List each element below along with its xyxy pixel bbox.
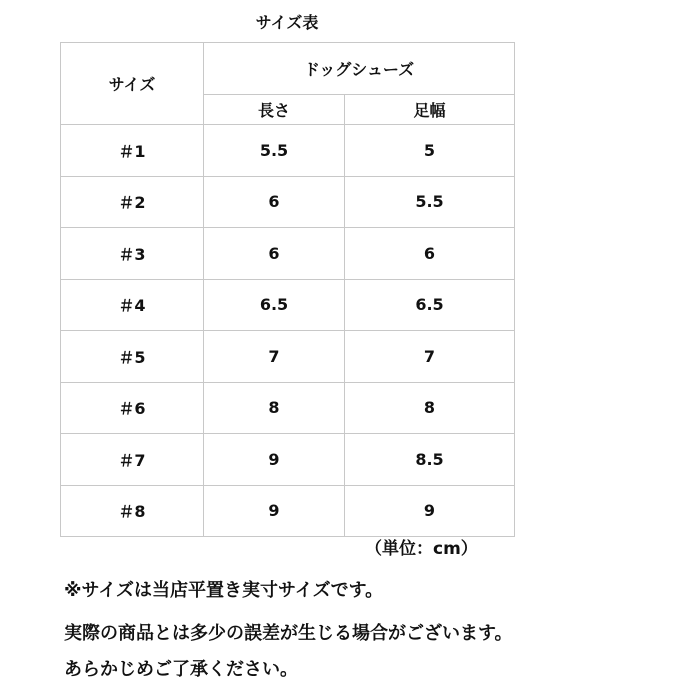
- table-header-row: [61, 43, 515, 95]
- table-row: [61, 434, 515, 486]
- size-cell: ＃7: [61, 434, 204, 486]
- width-column-header: 足幅: [345, 95, 515, 125]
- size-cell: ＃5: [61, 331, 204, 383]
- size-cell: ＃4: [61, 279, 204, 331]
- table-row: [61, 228, 515, 280]
- length-cell: 8: [204, 382, 345, 434]
- length-cell: 7: [204, 331, 345, 383]
- size-column-header: サイズ: [61, 43, 204, 125]
- dog-shoes-group-header: ドッグシューズ: [204, 43, 515, 95]
- size-cell: ＃2: [61, 176, 204, 228]
- table-row: [61, 382, 515, 434]
- note-line-2: 実際の商品とは多少の誤差が生じる場合がございます。: [64, 623, 513, 644]
- length-cell: 6.5: [204, 279, 345, 331]
- width-cell: 6: [345, 228, 515, 280]
- width-cell: 5: [345, 125, 515, 177]
- size-cell: ＃6: [61, 382, 204, 434]
- length-cell: 6: [204, 176, 345, 228]
- table-row: [61, 485, 515, 537]
- width-cell: 8.5: [345, 434, 515, 486]
- width-cell: 9: [345, 485, 515, 537]
- width-cell: 7: [345, 331, 515, 383]
- note-line-1: ※サイズは当店平置き実寸サイズです。: [64, 580, 384, 601]
- width-cell: 8: [345, 382, 515, 434]
- length-cell: 9: [204, 434, 345, 486]
- table-title: サイズ表: [255, 13, 319, 32]
- length-cell: 6: [204, 228, 345, 280]
- size-table: [60, 42, 515, 537]
- width-cell: 6.5: [345, 279, 515, 331]
- unit-label: （単位：cm）: [365, 539, 478, 559]
- table-row: [61, 331, 515, 383]
- length-column-header: 長さ: [204, 95, 345, 125]
- width-cell: 5.5: [345, 176, 515, 228]
- table-row: [61, 279, 515, 331]
- size-cell: ＃3: [61, 228, 204, 280]
- length-cell: 9: [204, 485, 345, 537]
- size-cell: ＃8: [61, 485, 204, 537]
- table-row: [61, 125, 515, 177]
- table-row: [61, 176, 515, 228]
- size-cell: ＃1: [61, 125, 204, 177]
- length-cell: 5.5: [204, 125, 345, 177]
- note-line-3: あらかじめご了承ください。: [64, 659, 298, 680]
